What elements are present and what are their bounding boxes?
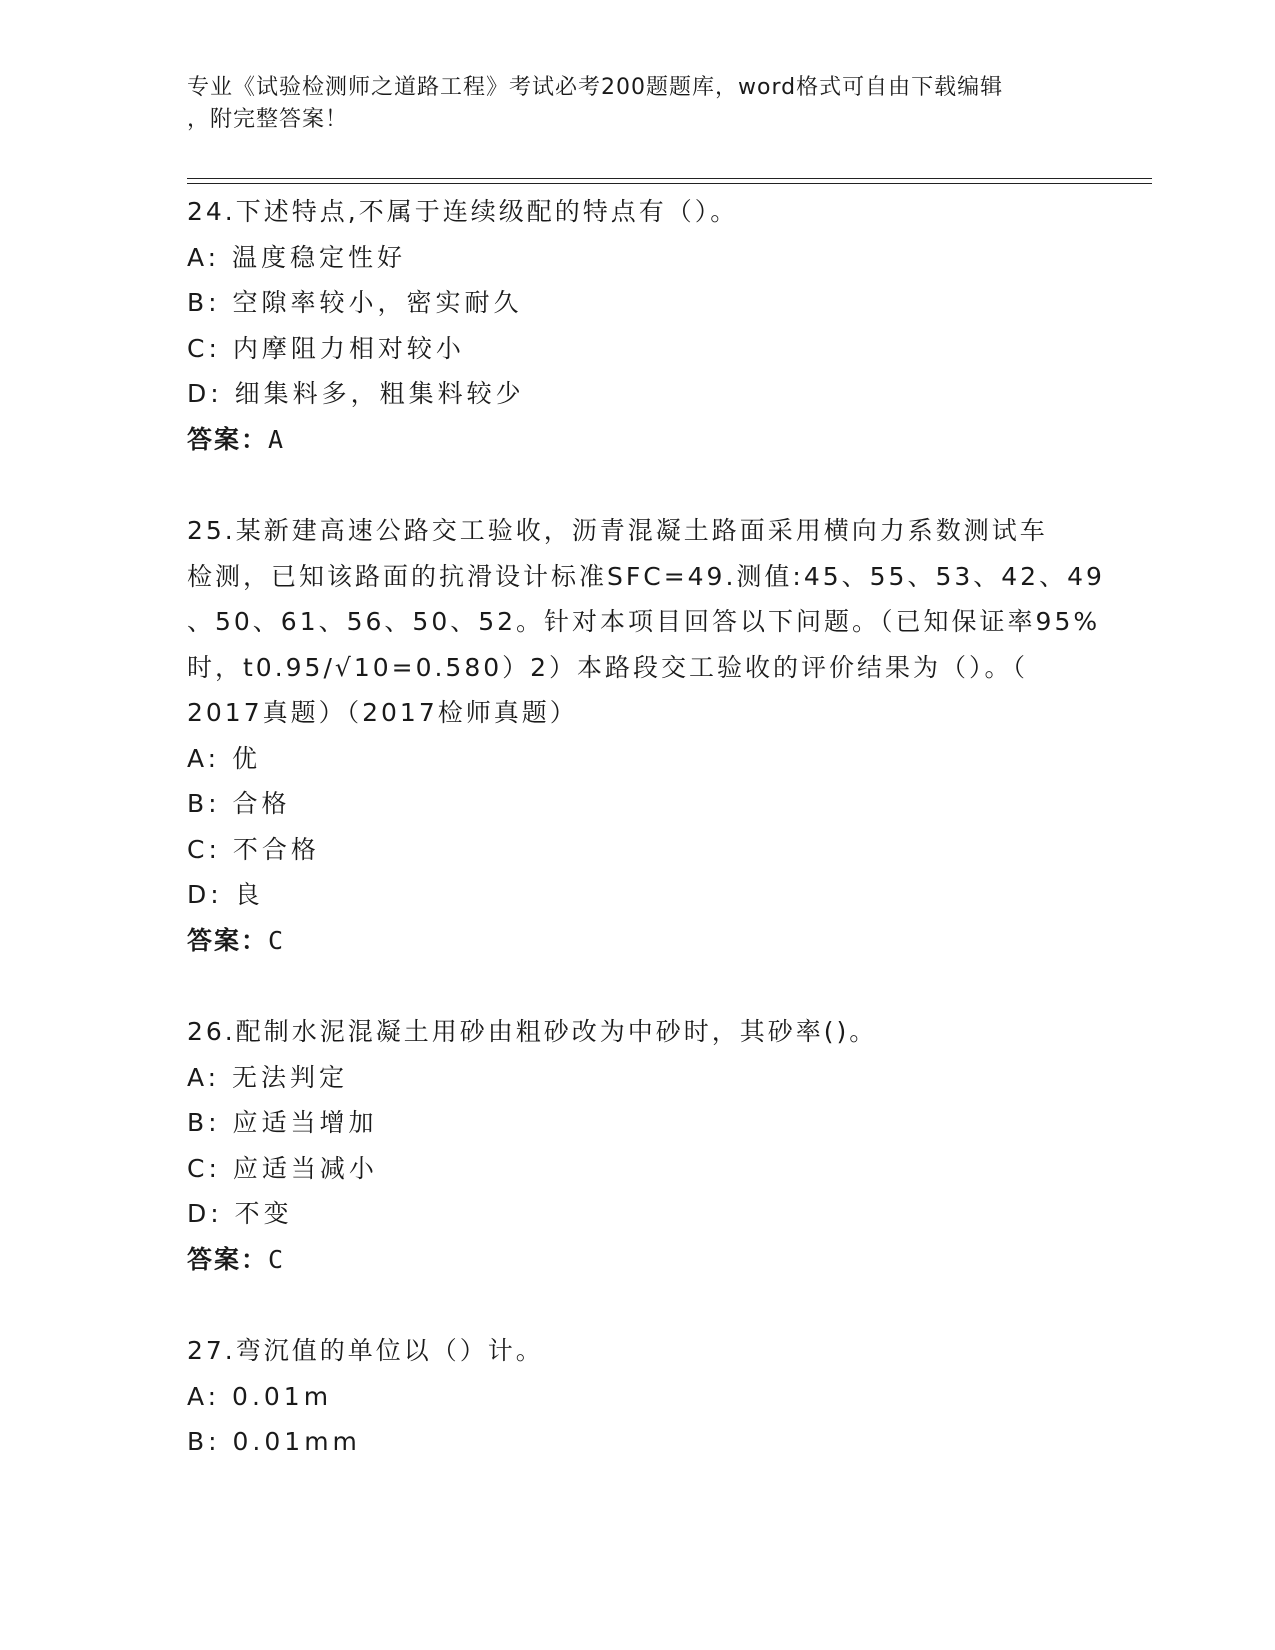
answer-option bbox=[187, 736, 1087, 782]
question-stem-line: 时，t0.95/√10=0.580）2）本路段交工验收的评价结果为（）。（ bbox=[187, 652, 1029, 682]
answer-option bbox=[187, 1374, 1087, 1420]
question-stem-line: 24.下述特点,不属于连续级配的特点有（）。 bbox=[187, 197, 739, 226]
question-stem bbox=[187, 508, 1105, 736]
option-text: 应适当增加 bbox=[232, 1108, 378, 1137]
option-label: C: bbox=[187, 834, 221, 864]
header-line-2: ，附完整答案！ bbox=[187, 107, 349, 132]
option-label: B: bbox=[187, 288, 221, 317]
question-block bbox=[187, 189, 1087, 462]
answer-option bbox=[187, 235, 1087, 281]
option-label: D: bbox=[187, 880, 223, 909]
answer-option bbox=[187, 326, 1087, 372]
option-text: 细集料多，粗集料较少 bbox=[234, 379, 525, 408]
option-label: A: bbox=[187, 1381, 221, 1411]
answer-option bbox=[187, 371, 1087, 417]
answer-option bbox=[187, 1191, 1087, 1237]
answer-value: A bbox=[268, 424, 286, 454]
answer-line bbox=[187, 918, 1087, 964]
question-stem bbox=[187, 189, 1087, 235]
answer-option bbox=[187, 1055, 1087, 1101]
option-text: 合格 bbox=[232, 789, 291, 818]
option-label: A: bbox=[187, 1062, 221, 1092]
answer-label: 答案： bbox=[187, 925, 269, 955]
option-text: 良 bbox=[234, 880, 264, 909]
answer-label: 答案： bbox=[187, 424, 269, 454]
option-text: 不变 bbox=[234, 1199, 293, 1228]
answer-option bbox=[187, 1419, 1087, 1465]
question-block bbox=[187, 1009, 1087, 1282]
header-divider-top bbox=[187, 178, 1152, 179]
question-stem-line: 2017真题）（2017检师真题） bbox=[187, 698, 578, 727]
question-stem bbox=[187, 1009, 1087, 1055]
answer-label: 答案： bbox=[187, 1244, 269, 1274]
option-label: A: bbox=[187, 743, 221, 773]
option-label: C: bbox=[187, 1153, 221, 1183]
answer-option bbox=[187, 280, 1087, 326]
question-stem-line: 检测，已知该路面的抗滑设计标准SFC=49.测值:45、55、53、42、49 bbox=[187, 561, 1105, 591]
option-text: 不合格 bbox=[232, 834, 320, 864]
document-header bbox=[187, 72, 1067, 136]
question-block bbox=[187, 1328, 1087, 1465]
option-label: B: bbox=[187, 1108, 221, 1137]
question-block bbox=[187, 508, 1105, 963]
answer-option bbox=[187, 1146, 1087, 1192]
header-divider-bottom bbox=[187, 183, 1152, 184]
question-stem-line: 、50、61、56、50、52。针对本项目回答以下问题。（已知保证率95% bbox=[187, 607, 1101, 636]
option-text: 优 bbox=[232, 743, 262, 773]
question-stem bbox=[187, 1328, 1087, 1374]
answer-value: C bbox=[268, 925, 286, 955]
option-text: 内摩阻力相对较小 bbox=[232, 333, 465, 363]
option-label: A: bbox=[187, 242, 221, 272]
option-text: 0.01mm bbox=[232, 1427, 361, 1456]
answer-line bbox=[187, 417, 1087, 463]
option-text: 应适当减小 bbox=[232, 1153, 378, 1183]
option-text: 空隙率较小，密实耐久 bbox=[232, 288, 523, 317]
option-label: B: bbox=[187, 789, 221, 818]
question-stem-line: 26.配制水泥混凝土用砂由粗砂改为中砂时，其砂率()。 bbox=[187, 1017, 878, 1046]
answer-option bbox=[187, 827, 1087, 873]
question-list bbox=[187, 189, 1105, 1511]
option-text: 温度稳定性好 bbox=[232, 242, 407, 272]
option-text: 无法判定 bbox=[232, 1062, 349, 1092]
answer-value: C bbox=[268, 1244, 286, 1274]
option-label: C: bbox=[187, 333, 221, 363]
option-label: D: bbox=[187, 379, 223, 408]
option-label: B: bbox=[187, 1427, 221, 1456]
question-stem-line: 27.弯沉值的单位以（）计。 bbox=[187, 1336, 544, 1365]
answer-line bbox=[187, 1237, 1087, 1283]
answer-option bbox=[187, 872, 1087, 918]
answer-option bbox=[187, 1100, 1087, 1146]
answer-option bbox=[187, 781, 1087, 827]
option-label: D: bbox=[187, 1199, 223, 1228]
header-line-1: 专业《试验检测师之道路工程》考试必考200题题库，word格式可自由下载编辑 bbox=[187, 75, 1004, 100]
question-stem-line: 25.某新建高速公路交工验收，沥青混凝土路面采用横向力系数测试车 bbox=[187, 516, 1048, 545]
option-text: 0.01m bbox=[232, 1381, 333, 1411]
